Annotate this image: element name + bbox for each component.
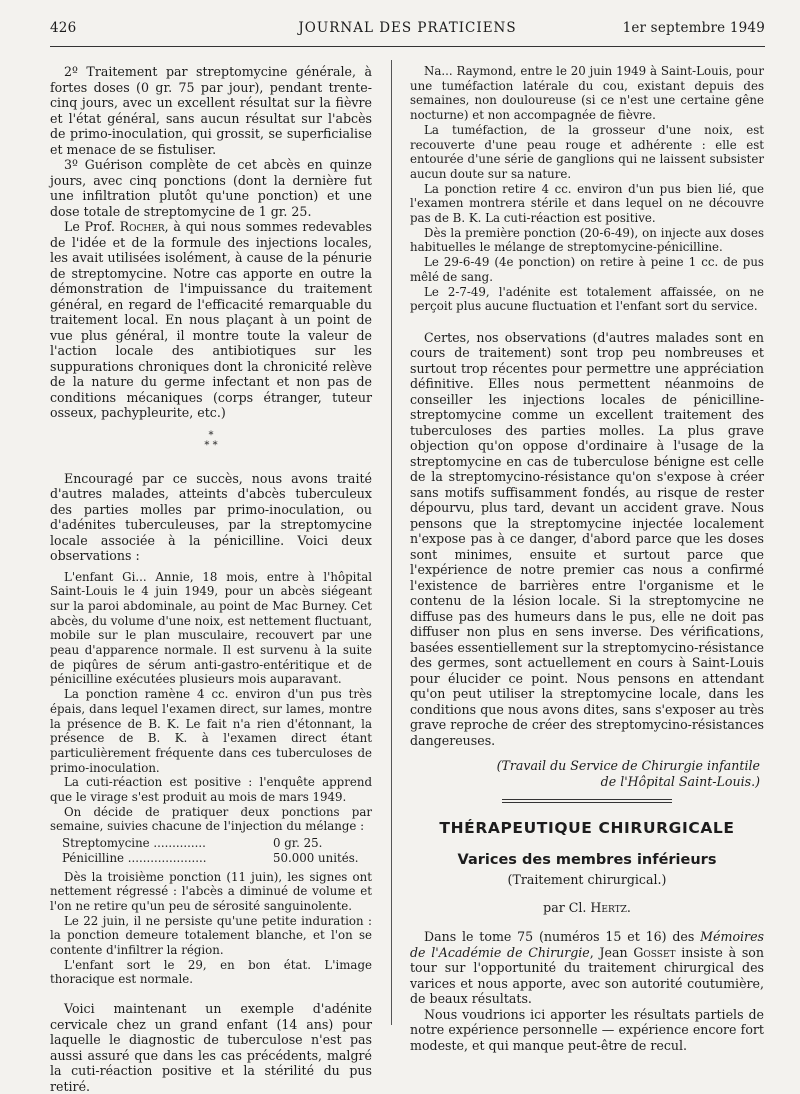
star-bottom: * * xyxy=(204,439,218,451)
paragraph-conclusion: Certes, nos observations (d'autres malades sont en cours de traitement) sont trop peu nombreuses et surtout trop récentes pour permettre une appréciation définitive. Elles nous permettent néanmoins de conseiller les injections locales de pénicilline-streptomycine comme un excellent traitement des tuberculoses des parties molles. La plus grave objection qu'on oppose d'ordinaire à l'usage de la streptomycine en cas de tuberculose bénigne est celle de la streptomycino-résistance qu'on s'expose à créer sans motifs suffisamment fondés, au risque de rester dépourvu, plus tard, devant un accident grave. Nous pensons que la streptomycine injectée localement n'expose pas à ce danger, d'abord parce que les doses sont minimes, ensuite et surtout parce que l'expérience de notre premier cas nous a confirmé l'existence de barrières entre l'organisme et le contenu de la lésion locale. Si la streptomycine ne diffuse pas des humeurs dans le pus, elle ne doit pas diffuser non plus en sens inverse. Des vérifications, basées essentiellement sur la streptomycino-résistance des germes, sont actuellement en cours à Saint-Louis pour élucider ce point. Nous pensons en attendant qu'on peut utiliser la streptomycine locale, dans les conditions que nous avons dites, sans s'exposer au très grave reproche de créer des streptomycino-résistances dangereuses. xyxy=(410,329,764,748)
work-credit xyxy=(410,758,764,789)
section-separator-stars xyxy=(50,431,372,451)
paragraph-encouraged: Encouragé par ce succès, nous avons traité d'autres malades, atteints d'abcès tuberculeux des parties molles par primo-inoculation, ou d'adénites tuberculeuses, par la streptomycine locale associée à la pénicilline. Voici deux observations : xyxy=(50,470,372,563)
star-top: * xyxy=(208,429,214,441)
paragraph-treatment-2: 2º Traitement par streptomycine générale, à fortes doses (0 gr. 75 par jour), pendant trente-cinq jours, avec un excellent résultat sur la fièvre et l'état général, sans aucun résultat sur l'abcès de primo-inoculation, qui grossit, se superficialise et menace de se fistuliser. xyxy=(50,64,372,157)
text: Dans le tome 75 (numéros 15 et 16) des xyxy=(424,929,701,945)
byline-end: . xyxy=(626,899,631,915)
article-separator-rule xyxy=(502,799,672,803)
drug-dose: 0 gr. 25. xyxy=(273,836,323,851)
obs2-intro: Na... Raymond, entre le 20 juin 1949 à Saint-Louis, pour une tuméfaction latérale du cou, existant depuis des semaines, non douloureuse (si ce n'est une certaine gêne nocturne) et non accompagnée de fièvre. xyxy=(410,64,764,123)
text: , à qui nous sommes redevables de l'idée et de la formule des injections locales, les avait utilisées isolément, à cause de la pénurie de streptomycine. Notre cas apporte en outre la démonstration de l'impuissance du traitement général, en regard de l'efficacité remarquable du traitement local. En nous plaçant à un point de vue plus général, il montre toute la valeur de l'action locale des antibiotiques sur les suppurations chroniques dont la chronicité relève de la nature du germe infectant et non pas de conditions mécaniques (corps étranger, tuteur osseux, pachypleurite, etc.) xyxy=(50,219,372,420)
observation-1 xyxy=(50,570,372,988)
issue-date: 1er septembre 1949 xyxy=(622,20,765,36)
obs1-discharge: L'enfant sort le 29, en bon état. L'image thoracique est normale. xyxy=(50,957,372,987)
byline-par: par Cl. xyxy=(543,899,591,915)
left-column xyxy=(50,64,372,1094)
page-header xyxy=(50,20,765,44)
text: , Jean xyxy=(589,944,634,960)
journal-title: JOURNAL DES PRATICIENS xyxy=(298,20,517,36)
paragraph-rocher xyxy=(50,219,372,421)
obs1-june-22: Le 22 juin, il ne persiste qu'une petite induration : la ponction demeure totalement blanche, et l'on se contente d'infiltrer la région. xyxy=(50,913,372,958)
right-column xyxy=(410,64,764,1053)
credit-line-2: de l'Hôpital Saint-Louis.) xyxy=(600,773,760,789)
paragraph-treatment-3: 3º Guérison complète de cet abcès en quinze jours, avec cinq ponctions (dont la dernière fut une infiltration plutôt qu'une ponction) et une dose totale de streptomycine de 1 gr. 25. xyxy=(50,157,372,219)
drug-name: Pénicilline ..................... xyxy=(62,850,207,865)
author-name-gosset: Gosset xyxy=(633,944,676,960)
paragraph-experience: Nous voudrions ici apporter les résultats partiels de notre expérience personnelle — expérience encore fort modeste, et qui manque peut-être de recul. xyxy=(410,1006,764,1053)
dosage-row xyxy=(50,851,372,866)
page-number: 426 xyxy=(50,20,77,36)
section-title: THÉRAPEUTIQUE CHIRURGICALE xyxy=(439,819,735,838)
drug-dose: 50.000 unités. xyxy=(273,850,359,865)
obs1-third-puncture: Dès la troisième ponction (11 juin), les signes ont nettement régressé : l'abcès a diminué de volume et l'on ne retire qu'un peu de sérosité sanguinolente. xyxy=(50,869,372,913)
observation-2 xyxy=(410,64,764,314)
credit-line-1: (Travail du Service de Chirurgie infantile xyxy=(496,758,760,774)
article-title: Varices des membres inférieurs xyxy=(457,851,717,868)
obs2-discharge: Le 2-7-49, l'adénite est totalement affaissée, on ne perçoit plus aucune fluctuation et l'enfant sort du service. xyxy=(410,284,764,314)
obs1-intro: L'enfant Gi... Annie, 18 mois, entre à l'hôpital Saint-Louis le 4 juin 1949, pour un abcès siégeant sur la paroi abdominale, au point de Mac Burney. Cet abcès, du volume d'une noix, est nettement fluctuant, mobile sur le plan musculaire, recouvert par une peau d'apparence normale. Il est survenu à la suite de piqûres de sérum anti-gastro-entéritique et de pénicilline exécutées plusieurs mois auparavant. xyxy=(50,569,372,687)
text: insiste à son tour sur l'opportunité du traitement chirurgical des varices et nous apporte, avec son autorité coutumière, de beaux résultats. xyxy=(410,944,765,1007)
header-rule xyxy=(50,46,765,47)
paragraph-gosset xyxy=(410,929,764,1007)
obs1-decision: On décide de pratiquer deux ponctions par semaine, suivies chacune de l'injection du mélange : xyxy=(50,804,372,834)
column-divider xyxy=(391,60,392,1025)
text: Le Prof. xyxy=(64,219,120,234)
obs2-swelling: La tuméfaction, de la grosseur d'une noix, est recouverte d'une peau rouge et adhérente : elle est entourée d'une série de ganglions qui ne laissent subsister aucun doute sur sa nature. xyxy=(410,122,764,181)
byline xyxy=(410,900,764,916)
obs2-fourth-puncture: Le 29-6-49 (4e ponction) on retire à peine 1 cc. de pus mêlé de sang. xyxy=(410,255,764,284)
obs1-cuti: La cuti-réaction est positive : l'enquête apprend que le virage s'est produit au mois de mars 1949. xyxy=(50,775,372,805)
obs2-first-puncture: Dès la première ponction (20-6-49), on injecte aux doses habituelles le mélange de streptomycine-pénicilline. xyxy=(410,225,764,255)
obs1-puncture: La ponction ramène 4 cc. environ d'un pus très épais, dans lequel l'examen direct, sur lames, montre la présence de B. K. Le fait n'a rien d'étonnant, la présence de B. K. à l'examen direct étant particulièrement fréquente dans ces tuberculoses de primo-inoculation. xyxy=(50,687,372,775)
author-name-hertz: Hertz xyxy=(590,899,627,915)
dosage-table xyxy=(50,836,372,865)
drug-name: Streptomycine .............. xyxy=(62,836,206,851)
publication-title: Mémoires de l'Académie de Chirurgie xyxy=(410,929,764,960)
article-subtitle: (Traitement chirurgical.) xyxy=(507,872,667,888)
dosage-row xyxy=(50,836,372,851)
paragraph-adenite-example: Voici maintenant un exemple d'adénite cervicale chez un grand enfant (14 ans) pour laquelle le diagnostic de tuberculose n'est pas aussi assuré que dans les cas précédents, malgré la cuti-réaction positive et la stérilité du pus retiré. xyxy=(50,1001,372,1094)
obs2-puncture: La ponction retire 4 cc. environ d'un pus bien lié, que l'examen montrera stérile et dans lequel on ne découvre pas de B. K. La cuti-réaction est positive. xyxy=(410,181,764,226)
author-name-rocher: Rocher xyxy=(119,219,165,234)
